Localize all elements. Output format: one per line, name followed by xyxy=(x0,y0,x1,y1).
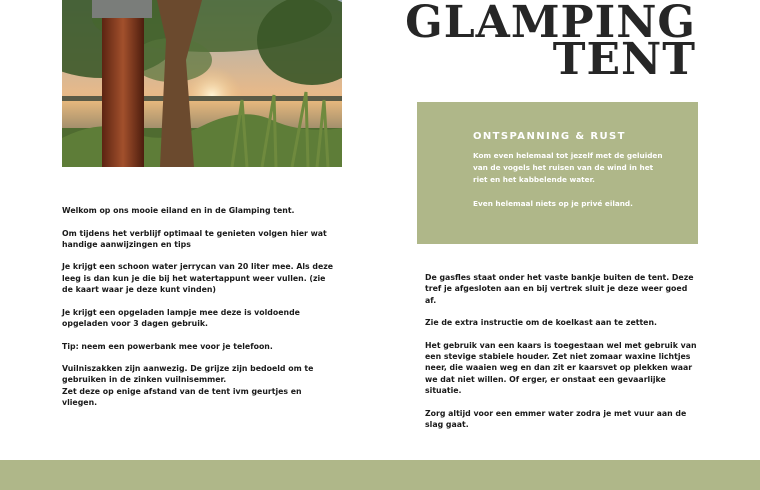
title-line-2: TENT xyxy=(552,34,696,85)
info-box-text xyxy=(473,150,663,210)
sunset-photo-illustration xyxy=(62,0,342,167)
sunset-photo xyxy=(62,0,342,167)
info-box xyxy=(417,102,698,244)
title-line-1: GLAMPING xyxy=(405,0,696,48)
info-box-paragraph: Kom even helemaal tot jezelf met de geluiden van de vogels het ruisen van de wind in het riet en het kabbelende water. xyxy=(473,151,663,184)
right-column xyxy=(425,272,700,441)
right-paragraph-candles: Het gebruik van een kaars is toegestaan wel met gebruik van een stevige stabiele houder. Zet niet zomaar waxine lichtjes neer, die waaien weg en dan zit er kaarsvet op plekken waar we dat niet willen. Of erger, er onstaat een gevaarlijke situatie. xyxy=(425,340,697,395)
info-box-paragraph: Even helemaal niets op je privé eiland. xyxy=(473,199,633,208)
left-paragraph-water: Je krijgt een schoon water jerrycan van 20 liter mee. Als deze leeg is dan kun je die bij het watertappunt weer vullen. (zie de kaart waar je deze kunt vinden) xyxy=(62,262,334,295)
left-paragraph-powerbank: Tip: neem een powerbank mee voor je telefoon. xyxy=(62,341,273,351)
page-title xyxy=(396,0,696,85)
right-paragraph-fridge: Zie de extra instructie om de koelkast aan te zetten. xyxy=(425,318,657,328)
left-paragraph-lamp: Je krijgt een opgeladen lampje mee deze is voldoende opgeladen voor 3 dagen gebruik. xyxy=(62,307,300,328)
footer-band xyxy=(0,460,760,490)
right-paragraph-gas: De gasfles staat onder het vaste bankje buiten de tent. Deze tref je afgesloten aan en bij vertrek sluit je deze weer goed af. xyxy=(425,273,694,305)
left-paragraph-trash: Vuilniszakken zijn aanwezig. De grijze zijn bedoeld om te gebruiken in de zinken vuilnisemmer. Zet deze op enige afstand van de tent ivm geurtjes en vliegen. xyxy=(62,364,314,408)
right-paragraph-fire: Zorg altijd voor een emmer water zodra je met vuur aan de slag gaat. xyxy=(425,408,687,429)
left-paragraph-welcome: Welkom op ons mooie eiland en in de Glamping tent. xyxy=(62,206,295,215)
info-box-heading: ONTSPANNING & RUST xyxy=(473,131,626,142)
left-paragraph-tips-intro: Om tijdens het verblijf optimaal te genieten volgen hier wat handige aanwijzingen en tips xyxy=(62,228,327,249)
left-column xyxy=(62,205,337,420)
